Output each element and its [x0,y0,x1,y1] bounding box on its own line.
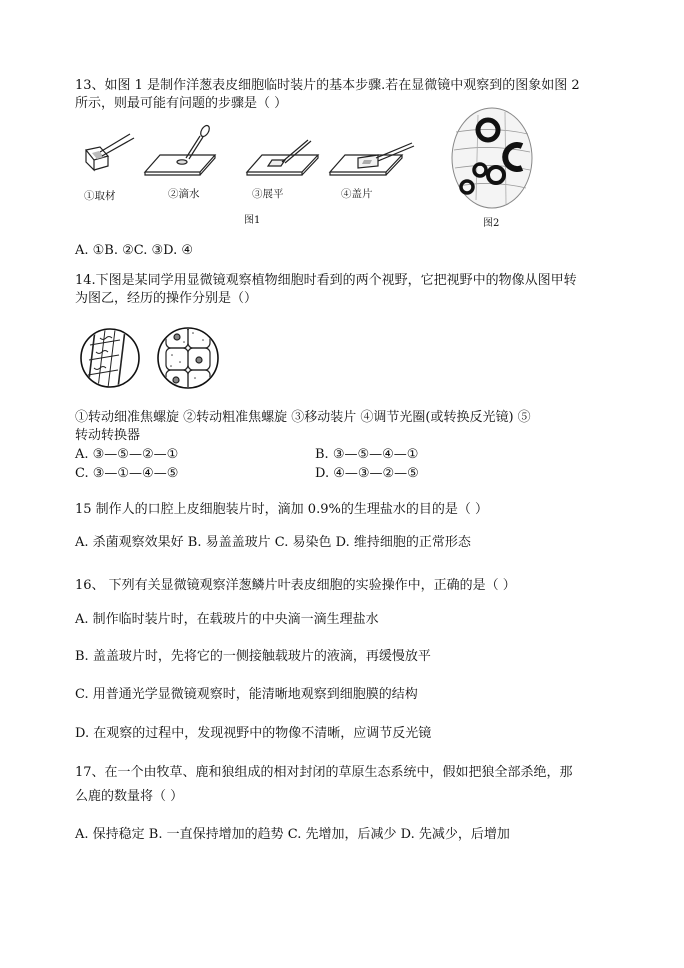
q17-stem-line2: 么鹿的数量将（ ） [75,789,184,804]
q16-stem: 16、 下列有关显微镜观察洋葱鳞片叶表皮细胞的实验操作中，正确的是（ ） [75,578,516,593]
q16-option-c: C. 用普通光学显微镜观察时，能清晰地观察到细胞膜的结构 [75,687,418,702]
q14-stem-line1: 14.下图是某同学用显微镜观察植物细胞时看到的两个视野，它把视野中的物像从图甲转 [75,273,577,288]
q13-options: A. ①B. ②C. ③D. ④ [75,243,194,258]
step1-label: ①取材 [84,190,116,202]
q13-stem-line2: 所示，则最可能有问题的步骤是（ ） [75,96,288,111]
step3-label: ③展平 [252,188,284,200]
q15-stem: 15 制作人的口腔上皮细胞装片时，滴加 0.9%的生理盐水的目的是（ ） [75,502,488,517]
q14-operations-line1: ①转动细准焦螺旋 ②转动粗准焦螺旋 ③移动装片 ④调节光圈(或转换反光镜) ⑤ [75,410,531,425]
q17-stem-line1: 17、在一个由牧草、鹿和狼组成的相对封闭的草原生态系统中，假如把狼全部杀绝，那 [75,765,573,780]
q14-figure [0,0,684,400]
view-yi-circle [158,326,218,392]
step2-label: ②滴水 [168,188,200,200]
q14-option-b: B. ③—⑤—④—① [315,447,419,462]
view-jia-circle [81,329,139,388]
q14-operations-line2: 转动转换器 [75,428,141,443]
q14-stem-line2: 为图乙，经历的操作分别是（） [75,291,258,306]
q17-options: A. 保持稳定 B. 一直保持增加的趋势 C. 先增加，后减少 D. 先减少，后增加 [75,827,510,842]
q16-option-a: A. 制作临时装片时，在载玻片的中央滴一滴生理盐水 [75,612,379,627]
q14-option-d: D. ④—③—②—⑤ [315,466,419,481]
q16-option-d: D. 在观察的过程中，发现视野中的物像不清晰，应调节反光镜 [75,726,432,741]
q15-options: A. 杀菌观察效果好 B. 易盖盖玻片 C. 易染色 D. 维持细胞的正常形态 [75,535,471,550]
fig1-caption: 图1 [244,215,261,226]
q14-option-c: C. ③—①—④—⑤ [75,466,179,481]
q13-stem-line1: 13、如图 1 是制作洋葱表皮细胞临时装片的基本步骤.若在显微镜中观察到的图象如图 2 [75,78,580,93]
q14-option-a: A. ③—⑤—②—① [75,447,179,462]
step4-label: ④盖片 [341,188,373,200]
q16-option-b: B. 盖盖玻片时，先将它的一侧接触载玻片的液滴，再缓慢放平 [75,649,431,664]
fig2-caption: 图2 [483,218,500,229]
